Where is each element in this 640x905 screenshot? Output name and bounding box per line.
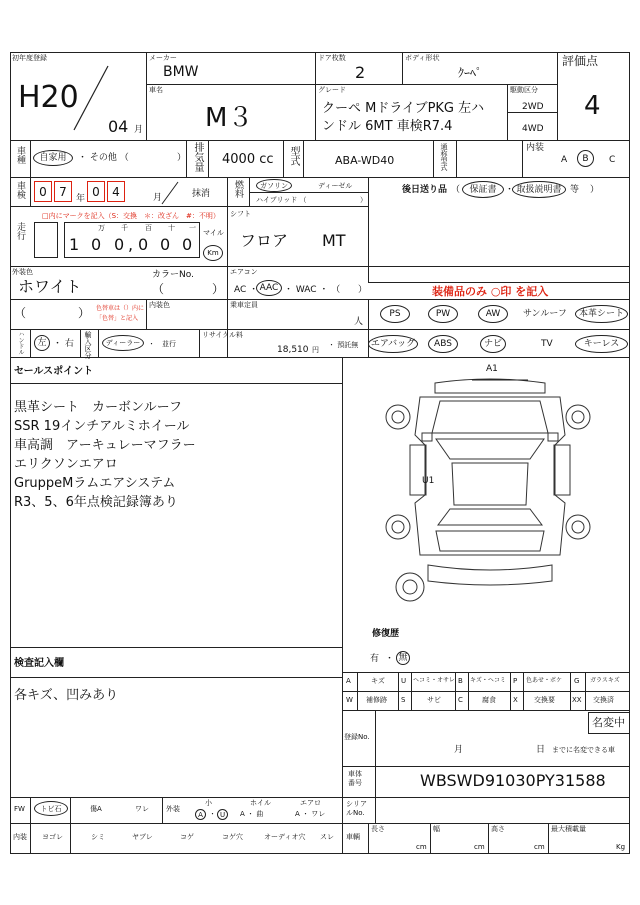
registration-note: までに名変できる車 xyxy=(552,746,615,754)
interior-grade-b-circle[interactable] xyxy=(577,150,594,167)
recycle-yen: 円 xyxy=(312,346,319,354)
int-item-3: コゲ xyxy=(180,833,194,841)
equip-sunroof: サンルーフ xyxy=(523,309,567,319)
int-item-6: スレ xyxy=(320,833,334,841)
insp-slash xyxy=(160,180,180,206)
repair-yes: 有 xyxy=(370,654,380,664)
erase-label: 抹消 xyxy=(192,189,211,199)
legend-b-text: キズ・ヘコミ xyxy=(470,677,506,684)
equip-pw[interactable]: PW xyxy=(428,305,458,323)
dims-length: 長さ xyxy=(371,825,385,833)
legend-w-text: 補修跡 xyxy=(366,696,387,704)
mark-a1-arrow xyxy=(470,374,530,384)
dims-weight-kg: Kg xyxy=(616,843,626,851)
legend-x-code: X xyxy=(513,696,518,704)
shift-mt: MT xyxy=(322,231,346,250)
type-label: 車種 xyxy=(15,146,25,164)
insp-month-d1[interactable]: 0 xyxy=(87,181,105,202)
handle-right: ・ 右 xyxy=(53,339,74,349)
insp-month-unit: 月 xyxy=(153,193,163,203)
equip-tv: TV xyxy=(541,339,553,349)
handle-left-circle[interactable] xyxy=(34,335,50,351)
ac-wac: ・ WAC ・ （ xyxy=(284,285,341,295)
equip-leather[interactable]: 本革シート xyxy=(575,305,628,323)
dims-weight: 最大積載量 xyxy=(551,825,586,833)
mileage-km-circle[interactable] xyxy=(203,245,223,261)
grade-line2: ンドル 6MT 車検R7.4 xyxy=(322,119,453,134)
sales-line-0: 黒革シート カーボンルーフ xyxy=(14,400,183,415)
fw-label: FW xyxy=(14,805,25,813)
insp-month-d2[interactable]: 4 xyxy=(107,181,125,202)
mark-a1: A1 xyxy=(486,364,498,374)
inspect-label: 検査記入欄 xyxy=(14,658,64,669)
manual: 取扱説明書 xyxy=(516,184,562,195)
damage-a: 傷A xyxy=(90,805,102,813)
dealer: ディーラー xyxy=(105,339,141,347)
dims-width: 幅 xyxy=(433,825,440,833)
sales-line-3: エリクソンエアロ xyxy=(14,457,118,472)
mileage-box-0[interactable] xyxy=(34,222,58,258)
equip-airbag[interactable]: エアバッグ xyxy=(368,335,418,353)
repair-no: 無 xyxy=(398,653,408,663)
equip-navi[interactable]: ナビ xyxy=(480,335,506,353)
manual-oval[interactable] xyxy=(512,181,566,198)
body-label: ボディ形状 xyxy=(405,54,440,62)
displacement-value: 4000 cc xyxy=(222,152,274,167)
grade-label: グレード xyxy=(318,86,346,94)
ext-a-circle[interactable]: A xyxy=(195,809,206,820)
equip-ps[interactable]: PS xyxy=(380,305,410,323)
first-reg-era: H20 xyxy=(18,80,79,115)
vin-value: WBSWD91030PY31588 xyxy=(420,771,606,790)
equip-keyless[interactable]: キーレス xyxy=(575,335,628,353)
ac-label: エアコン xyxy=(230,268,258,276)
mileage-unit-2: 千 xyxy=(121,224,128,232)
dims-length-cm: cm xyxy=(416,843,427,851)
mileage-unit-1: 万 xyxy=(98,224,105,232)
int-item-5: オーディオ穴 xyxy=(264,833,306,841)
maker-value: BMW xyxy=(163,64,199,80)
mileage-km: Km xyxy=(207,249,219,257)
int-row-label: 内装 xyxy=(13,833,27,841)
drive-2wd: 2WD xyxy=(522,102,544,112)
docs-etc: 等 xyxy=(570,185,580,195)
chip: トビ石 xyxy=(40,804,62,813)
int-item-1: シミ xyxy=(91,833,105,841)
dealer-oval[interactable] xyxy=(102,335,144,351)
car-damage-diagram xyxy=(380,375,600,615)
capacity-label: 乗車定員 xyxy=(230,301,258,309)
int-item-4: コゲ穴 xyxy=(222,833,243,841)
interior-color-label: 内装色 xyxy=(149,301,170,309)
legend-c-code: C xyxy=(458,696,463,704)
legend-g-text: ガラスキズ xyxy=(590,677,620,684)
mileage-note: □内にマークを記入（S：交換 ＊：改ざん #：不明） xyxy=(42,212,220,220)
import-label: 輸入区分 xyxy=(84,331,92,359)
exterior-label: 外装色 xyxy=(12,268,33,276)
doors-value: 2 xyxy=(355,63,366,82)
legend-g-code: G xyxy=(574,677,580,685)
first-reg-month-unit: 月 xyxy=(134,125,144,135)
grade-line1: クーペ MドライブPKG 左ハ xyxy=(322,101,485,116)
other-use-close: ） xyxy=(177,153,187,163)
equip-aw[interactable]: AW xyxy=(478,305,508,323)
int-item-2: ヤブレ xyxy=(132,833,153,841)
legend-c-text: 腐食 xyxy=(482,696,496,704)
inspect-text: 各キズ、凹みあり xyxy=(14,688,119,703)
dims-height-cm: cm xyxy=(534,843,545,851)
legend-u-text: ヘコミ・オサレ xyxy=(413,677,455,684)
aac: AAC xyxy=(259,283,279,293)
repair-label: 修復歴 xyxy=(372,629,400,639)
color-change-note2: 「色替」と記入 xyxy=(96,315,139,322)
legend-b-code: B xyxy=(458,677,463,685)
color-no-label: カラーNo. xyxy=(152,270,194,280)
mileage-digit-2: 0 xyxy=(114,235,125,254)
diesel: ディーゼル xyxy=(318,182,353,190)
maker-label: メーカー xyxy=(149,54,177,62)
mileage-label: 走行 xyxy=(15,222,25,240)
private-use-oval[interactable] xyxy=(33,150,73,166)
shift-label: シフト xyxy=(230,210,251,218)
recycle-deposit: ・ 預託無 xyxy=(328,341,359,349)
first-reg-label: 初年度登録 xyxy=(12,54,47,62)
ext-u-circle[interactable]: U xyxy=(217,809,228,820)
exterior-row-label: 外装 xyxy=(166,805,180,813)
recycle-amount: 18,510 xyxy=(277,345,309,355)
legend-a-text: キズ xyxy=(371,677,385,685)
ac-close: ） xyxy=(358,285,368,295)
color-no-close: ） xyxy=(212,282,225,296)
insp-year-unit: 年 xyxy=(76,194,86,204)
serial-label: シリアルNo. xyxy=(346,800,367,817)
sales-line-5: R3、5、6年点検記録簿あり xyxy=(14,495,178,510)
legend-p-text: 色あせ・ボケ xyxy=(526,677,563,684)
equip-header: 装備品のみ ○印 を記入 xyxy=(432,285,549,298)
cert-label: 通称型式 xyxy=(440,143,448,171)
warranty-oval[interactable] xyxy=(462,181,504,198)
mileage-unit-3: 百 xyxy=(145,224,152,232)
registration-day: 日 xyxy=(536,745,546,755)
legend-s-text: サビ xyxy=(427,696,441,704)
mileage-digit-5: 0 xyxy=(182,235,193,254)
wheel-items: A ・ 曲 xyxy=(240,810,264,818)
mileage-unit-4: 十 xyxy=(168,224,175,232)
dims-width-cm: cm xyxy=(474,843,485,851)
form-value: ABA-WD40 xyxy=(335,154,395,167)
sales-line-1: SSR 19インチアルミホイール xyxy=(14,419,190,434)
chip-oval[interactable] xyxy=(34,801,68,816)
interior-grade-c: C xyxy=(609,155,616,165)
fw-crack: ワレ xyxy=(135,805,149,813)
int-item-0: ヨゴレ xyxy=(42,833,63,841)
mileage-unit-5: 一 xyxy=(189,224,196,232)
gasoline: ガソリン xyxy=(260,181,288,190)
fuel-label: 燃料 xyxy=(233,180,243,198)
legend-x-text: 交換要 xyxy=(534,696,555,704)
body-value: ｸｰﾍﾟ xyxy=(458,66,483,80)
small-label: 小 xyxy=(205,799,212,807)
name-change: 名変中 xyxy=(592,716,625,729)
drive-label: 駆動区分 xyxy=(510,86,538,94)
form-label: 型式 xyxy=(288,146,299,166)
dims-height: 高さ xyxy=(491,825,505,833)
legend-u-code: U xyxy=(401,677,407,685)
recycle-label: リサイクル料 xyxy=(202,331,244,339)
doors-label: ドア枚数 xyxy=(318,54,346,62)
private-use: 自家用 xyxy=(39,153,67,163)
color-change-note1: 色替車は（）内に xyxy=(96,305,145,312)
first-reg-month: 04 xyxy=(108,117,129,136)
warranty: 保証書 xyxy=(469,184,497,195)
model-label: 車名 xyxy=(149,86,163,94)
model-value: M３ xyxy=(205,103,254,133)
interior-grade-b: B xyxy=(582,153,589,164)
mileage-digit-0: 1 xyxy=(69,235,80,254)
handle-left: 左 xyxy=(37,338,47,348)
repair-no-circle[interactable] xyxy=(396,651,410,665)
score-label: 評価点 xyxy=(562,54,599,68)
mileage-digit-1: 0 xyxy=(91,235,102,254)
hybrid-close: ） xyxy=(360,196,367,204)
sales-line-4: GruppeMラムエアシステム xyxy=(14,476,176,491)
score-value: 4 xyxy=(584,91,601,121)
hybrid: ハイブリッド （ xyxy=(256,196,307,204)
mileage-mile: マイル xyxy=(203,229,224,237)
displacement-label: 排気量 xyxy=(192,142,203,172)
sales-line-2: 車高調 アーキュレーマフラー xyxy=(14,438,196,453)
interior-label: 内装 xyxy=(526,143,545,153)
capacity-unit: 人 xyxy=(354,317,364,327)
parallel: ・ 並行 xyxy=(148,340,176,348)
exterior-value: ホワイト xyxy=(18,277,82,296)
color-no-open: （ xyxy=(152,282,165,296)
legend-a-code: A xyxy=(346,677,351,685)
legend-p-code: P xyxy=(513,677,518,685)
legend-s-code: S xyxy=(401,696,406,704)
registration-label: 登録No. xyxy=(344,733,370,741)
aac-oval[interactable] xyxy=(256,280,282,296)
inspection-label: 車検 xyxy=(15,181,25,199)
handle-label: ハンドル xyxy=(17,331,24,355)
aero-label: エアロ xyxy=(300,799,321,807)
first-reg-slash xyxy=(70,64,110,134)
other-use: ・ その他 （ xyxy=(78,153,129,163)
registration-month: 月 xyxy=(454,745,464,755)
vin-label: 車体番号 xyxy=(348,770,362,787)
legend-xx-text: 交換済 xyxy=(593,696,614,704)
equip-abs[interactable]: ABS xyxy=(428,335,458,353)
wheel-label: ホイル xyxy=(250,799,271,807)
insp-year-d1[interactable]: 0 xyxy=(34,181,52,202)
mileage-digit-4: 0 xyxy=(160,235,171,254)
legend-xx-code: XX xyxy=(572,696,582,704)
drive-4wd: 4WD xyxy=(522,124,544,134)
sales-label: セールスポイント xyxy=(14,366,94,377)
aero-items: A ・ ワレ xyxy=(295,810,326,818)
interior-grade-a: A xyxy=(561,155,568,165)
ac-options: AC ・ xyxy=(234,285,259,295)
docs-label: 後日送り品 xyxy=(402,185,448,195)
mileage-digit-3: 0 xyxy=(138,235,149,254)
legend-w-code: W xyxy=(346,696,353,704)
insp-year-d2[interactable]: 7 xyxy=(54,181,72,202)
mark-u1: U1 xyxy=(422,476,435,486)
gasoline-oval[interactable] xyxy=(256,179,292,192)
shift-floor: フロア xyxy=(240,231,289,250)
dims-label: 車輌 xyxy=(346,833,360,841)
